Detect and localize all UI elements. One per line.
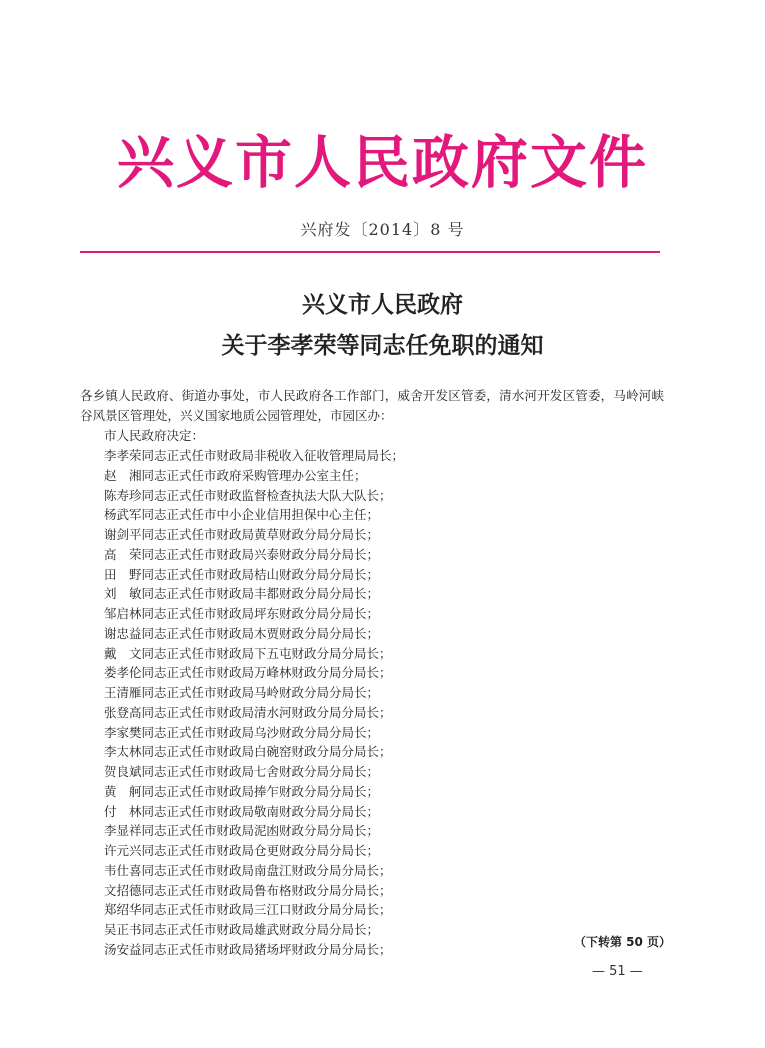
notice-title-line1: 兴义市人民政府 xyxy=(302,291,463,318)
addressees-paragraph: 各乡镇人民政府、街道办事处，市人民政府各工作部门，威舍开发区管委，清水河开发区管委，马岭河峡谷风景区管理处，兴义国家地质公园管理处，市园区办： xyxy=(80,388,664,423)
appointment-item: 陈寿珍同志正式任市财政监督检查执法大队大队长； xyxy=(104,487,392,503)
appointment-item: 赵 湘同志正式任市政府采购管理办公室主任； xyxy=(104,467,367,483)
appointment-item: 刘 敏同志正式任市财政局丰都财政分局分局长； xyxy=(104,586,380,602)
masthead-title: 兴义市人民政府文件 xyxy=(117,130,648,196)
appointment-item: 李显祥同志正式任市财政局泥凼财政分局分局长； xyxy=(104,823,380,839)
appointment-item: 高 荣同志正式任市财政局兴泰财政分局分局长； xyxy=(104,546,380,562)
appointment-item: 邹启林同志正式任市财政局坪东财政分局分局长； xyxy=(104,606,380,621)
appointment-item: 谢剑平同志正式任市财政局黄草财政分局分局长； xyxy=(104,527,380,542)
document-number: 兴府发〔2014〕8 号 xyxy=(300,220,465,239)
appointment-item: 贺良斌同志正式任市财政局七舍财政分局分局长； xyxy=(104,764,380,779)
appointment-item: 许元兴同志正式任市财政局仓更财政分局分局长； xyxy=(104,843,380,858)
appointment-item: 吴正书同志正式任市财政局雄武财政分局分局长； xyxy=(104,922,380,937)
continued-note: （下转第 50 页） xyxy=(574,935,672,949)
appointment-list xyxy=(104,446,404,960)
appointment-item: 李太林同志正式任市财政局白碗窑财政分局分局长； xyxy=(104,744,392,760)
appointment-item: 汤安益同志正式任市财政局猪场坪财政分局分局长； xyxy=(104,941,392,957)
appointment-item: 李家樊同志正式任市财政局乌沙财政分局分局长； xyxy=(104,724,380,740)
appointment-item: 文招德同志正式任市财政局鲁布格财政分局分局长； xyxy=(104,882,392,898)
appointment-item: 付 林同志正式任市财政局敬南财政分局分局长； xyxy=(104,803,380,819)
notice-title-line2: 关于李孝荣等同志任免职的通知 xyxy=(221,332,544,359)
decision-lead: 市人民政府决定： xyxy=(104,428,205,443)
appointment-item: 谢忠益同志正式任市财政局木贾财政分局分局长； xyxy=(104,625,380,641)
appointment-item: 郑绍华同志正式任市财政局三江口财政分局分局长； xyxy=(104,902,392,918)
red-divider xyxy=(80,251,660,253)
appointment-item: 戴 文同志正式任市财政局下五屯财政分局分局长； xyxy=(104,645,392,661)
appointment-item: 田 野同志正式任市财政局桔山财政分局分局长； xyxy=(104,566,380,582)
appointment-item: 张登高同志正式任市财政局清水河财政分局分局长； xyxy=(104,704,392,720)
page-number: — 51 — xyxy=(592,964,643,979)
appointment-item: 韦仕喜同志正式任市财政局南盘江财政分局分局长； xyxy=(104,862,392,878)
appointment-item: 李孝荣同志正式任市财政局非税收入征收管理局局长； xyxy=(104,448,405,463)
appointment-item: 王清雁同志正式任市财政局马岭财政分局分局长； xyxy=(104,685,380,700)
appointment-item: 黄 舸同志正式任市财政局捧乍财政分局分局长； xyxy=(104,783,380,799)
appointment-item: 娄孝伦同志正式任市财政局万峰林财政分局分局长； xyxy=(104,665,392,681)
appointment-item: 杨武军同志正式任市中小企业信用担保中心主任； xyxy=(104,507,380,523)
